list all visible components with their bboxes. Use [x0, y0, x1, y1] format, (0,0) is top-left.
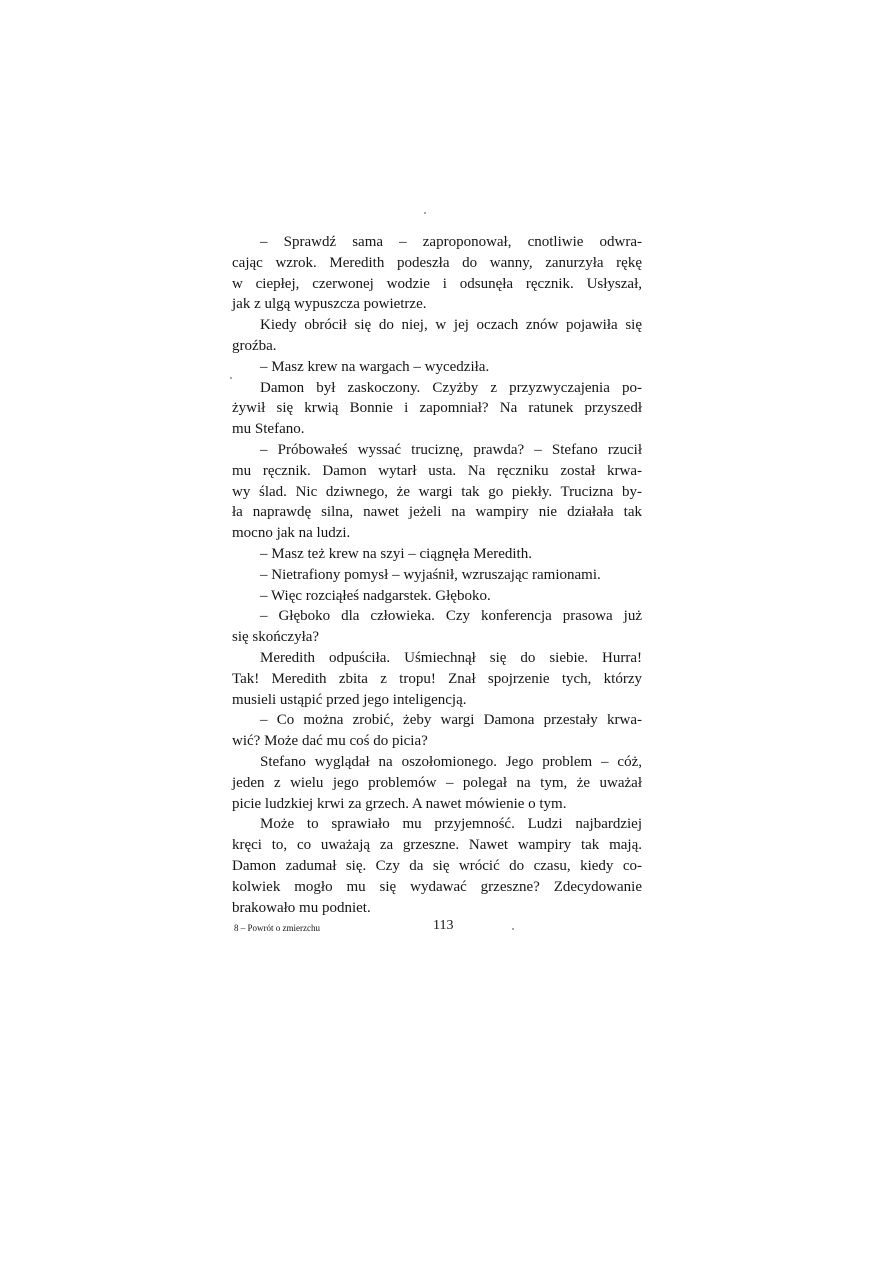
text-line: – Masz krew na wargach – wycedziła. — [260, 358, 490, 375]
text-line: Kiedy obrócił się do niej, w jej oczach znów pojawiła się — [260, 317, 642, 334]
text-line: wić? Może dać mu coś do picia? — [232, 733, 428, 750]
text-line: ła naprawdę silna, nawet jeżeli na wampiry nie działała tak — [232, 504, 642, 521]
text-line: jeden z wielu jego problemów – polegał na tym, że uważał — [232, 774, 642, 791]
text-line: Tak! Meredith zbita z tropu! Znał spojrzenie tych, którzy — [232, 670, 642, 687]
text-line: się skończyła? — [232, 629, 320, 646]
text-line: Stefano wyglądał na oszołomionego. Jego problem – cóż, — [260, 753, 642, 770]
body-text — [232, 232, 642, 918]
text-line: cając wzrok. Meredith podeszła do wanny, zanurzyła rękę — [232, 254, 642, 271]
text-line: picie ludzkiej krwi za grzech. A nawet mówienie o tym. — [232, 795, 567, 812]
scan-speck — [424, 212, 426, 214]
text-line: groźba. — [232, 337, 277, 354]
page-number: 113 — [433, 918, 454, 933]
text-line: – Głęboko dla człowieka. Czy konferencja prasowa już — [260, 608, 642, 625]
text-line: – Masz też krew na szyi – ciągnęła Meredith. — [260, 545, 532, 562]
text-line: – Co można zrobić, żeby wargi Damona przestały krwa- — [260, 712, 642, 729]
text-line: – Sprawdź sama – zaproponował, cnotliwie odwra- — [260, 234, 642, 250]
text-line: – Więc rozciąłeś nadgarstek. Głęboko. — [260, 587, 491, 604]
text-line: kolwiek mogło mu się wydawać grzeszne? Zdecydowanie — [232, 878, 642, 895]
text-line: wy ślad. Nic dziwnego, że wargi tak go piekły. Trucizna by- — [232, 483, 642, 500]
text-line: Może to sprawiało mu przyjemność. Ludzi najbardziej — [260, 816, 642, 833]
text-line: mu ręcznik. Damon wytarł usta. Na ręczniku został krwa- — [232, 462, 642, 479]
text-line: brakowało mu podniet. — [232, 899, 371, 916]
text-line: jak z ulgą wypuszcza powietrze. — [232, 296, 427, 313]
text-line: kręci to, co uważają za grzeszne. Nawet wampiry tak mają. — [232, 837, 642, 854]
text-line: żywił się krwią Bonnie i zapomniał? Na ratunek przyszedł — [232, 400, 642, 417]
text-line: Damon zadumał się. Czy da się wrócić do czasu, kiedy co- — [232, 857, 642, 874]
text-line: – Próbowałeś wyssać truciznę, prawda? – Stefano rzucił — [260, 441, 642, 458]
text-line: – Nietrafiony pomysł – wyjaśnił, wzruszając ramionami. — [260, 566, 601, 583]
scan-speck — [230, 377, 232, 379]
text-line: w ciepłej, czerwonej wodzie i odsunęła ręcznik. Usłyszał, — [232, 275, 642, 292]
text-line: Meredith odpuściła. Uśmiechnął się do siebie. Hurra! — [260, 649, 642, 666]
scan-speck — [512, 928, 514, 930]
running-footer: 8 – Powrót o zmierzchu — [234, 923, 320, 933]
text-line: mocno jak na ludzi. — [232, 525, 351, 542]
text-line: Damon był zaskoczony. Czyżby z przyzwyczajenia po- — [260, 379, 642, 396]
text-line: musieli ustąpić przed jego inteligencją. — [232, 691, 467, 708]
text-line: mu Stefano. — [232, 421, 305, 438]
